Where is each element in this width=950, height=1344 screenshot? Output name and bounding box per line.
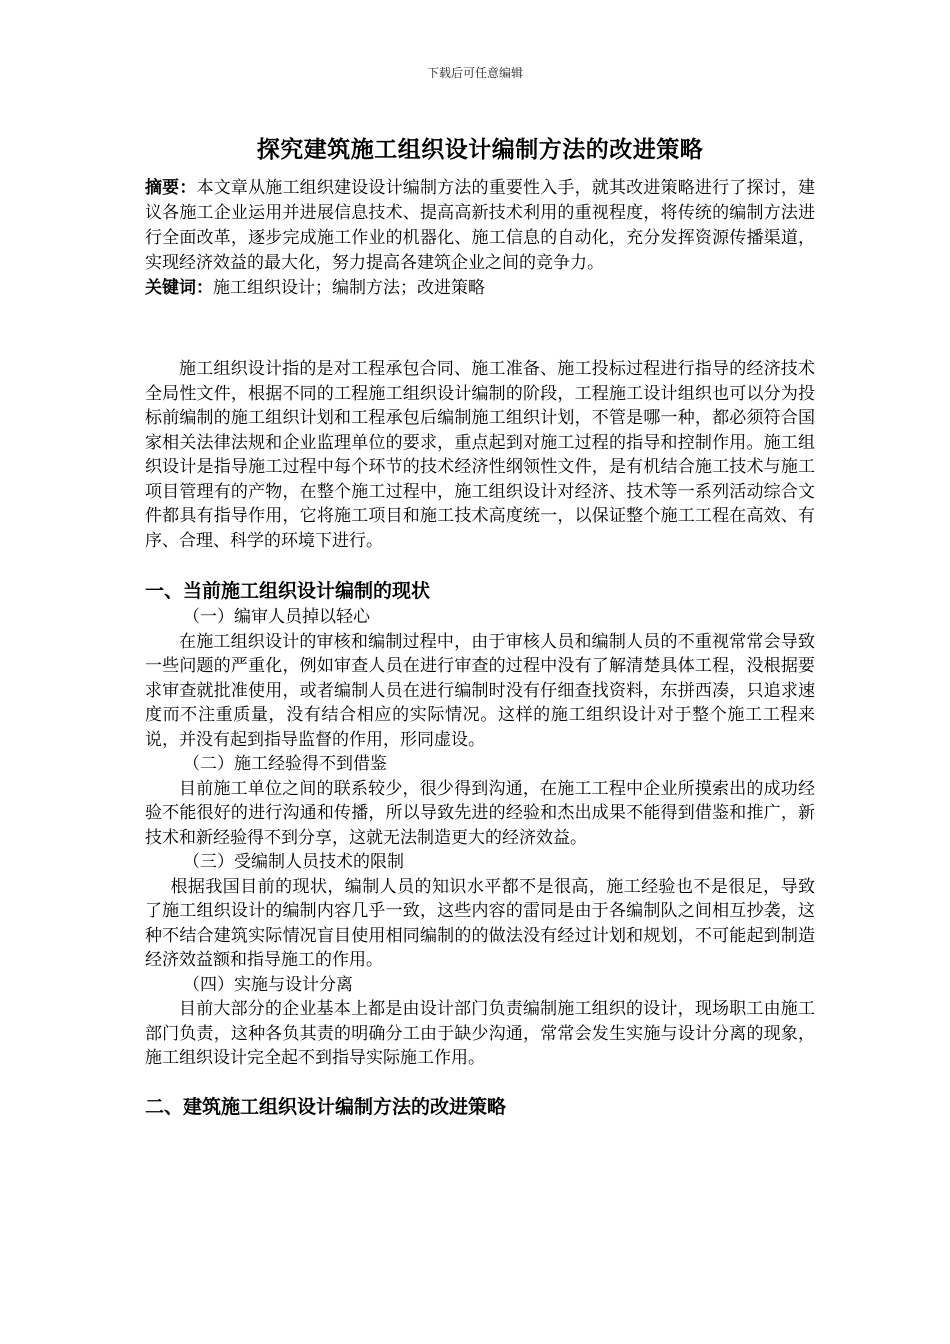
subsection-paragraph: 在施工组织设计的审核和编制过程中，由于审核人员和编制人员的不重视常常会导致一些问题的严重化，例如审查人员在进行审查的过程中没有了解清楚具体工程，没根据要求审查就批准使用，或者编制人员在进行编制时没有仔细查找资料，东拼西凑，只追求速度而不注重质量，没有结合相应的实际情况。这样的施工组织设计对于整个施工工程来说，并没有起到指导监督的作用，形同虚设。 — [145, 631, 815, 750]
subsection-paragraph: 目前大部分的企业基本上都是由设计部门负责编制施工组织的设计，现场职工由施工部门负责，这种各负其责的明确分工由于缺少沟通，常常会发生实施与设计分离的现象，施工组织设计完全起不到指导实际施工作用。 — [145, 999, 815, 1068]
document-body — [145, 134, 815, 1121]
subsection-heading: （二）施工经验得不到借鉴 — [183, 754, 387, 774]
header-note: 下载后可任意编辑 — [426, 66, 523, 80]
keywords-text: 施工组织设计；编制方法；改进策略 — [213, 278, 485, 298]
subsection-paragraph: 根据我国目前的现状，编制人员的知识水平都不是很高，施工经验也不是很足，导致了施工组织设计的编制内容几乎一致，这些内容的雷同是由于各编制队之间相互抄袭，这种不结合建筑实际情况盲目使用相同编制的的做法没有经过计划和规划，不可能起到制造经济效益额和指导施工的作用。 — [145, 876, 815, 970]
intro-paragraph: 施工组织设计指的是对工程承包合同、施工准备、施工投标过程进行指导的经济技术全局性文件，根据不同的工程施工组织设计编制的阶段，工程施工设计组织也可以分为投标前编制的施工组织计划和工程承包后编制施工组织计划，不管是哪一种，都必须符合国家相关法律法规和企业监理单位的要求，重点起到对施工过程的指导和控制作用。施工组织设计是指导施工过程中每个环节的技术经济性纲领性文件，是有机结合施工技术与施工项目管理有的产物，在整个施工过程中，施工组织设计对经济、技术等一系列活动综合文件都具有指导作用，它将施工项目和施工技术高度统一，以保证整个施工工程在高效、有序、合理、科学的环境下进行。 — [145, 359, 815, 551]
subsection-paragraph: 目前施工单位之间的联系较少，很少得到沟通，在施工工程中企业所摸索出的成功经验不能很好的进行沟通和传播，所以导致先进的经验和杰出成果不能得到借鉴和推广，新技术和新经验得不到分享，这就无法制造更大的经济效益。 — [145, 778, 815, 848]
subsection-heading: （三）受编制人员技术的限制 — [183, 852, 404, 872]
section-heading-1: 一、当前施工组织设计编制的现状 — [145, 580, 431, 602]
keywords-label: 关键词： — [145, 278, 213, 298]
abstract — [145, 176, 815, 276]
subsection-heading: （四）实施与设计分离 — [183, 974, 353, 995]
page-title: 探究建筑施工组织设计编制方法的改进策略 — [256, 137, 704, 163]
abstract-label: 摘要： — [145, 178, 197, 198]
subsection-heading: （一）编审人员掉以轻心 — [183, 607, 370, 627]
abstract-text: 本文章从施工组织建设设计编制方法的重要性入手，就其改进策略进行了探讨，建议各施工企业运用并进展信息技术、提高高新技术利用的重视程度，将传统的编制方法进行全面改革，逐步完成施工作业的机器化、施工信息的自动化，充分发挥资源传播渠道，实现经济效益的最大化，努力提高各建筑企业之间的竞争力。 — [145, 178, 816, 273]
section-heading-2: 二、建筑施工组织设计编制方法的改进策略 — [145, 1095, 507, 1118]
keywords — [145, 276, 815, 301]
